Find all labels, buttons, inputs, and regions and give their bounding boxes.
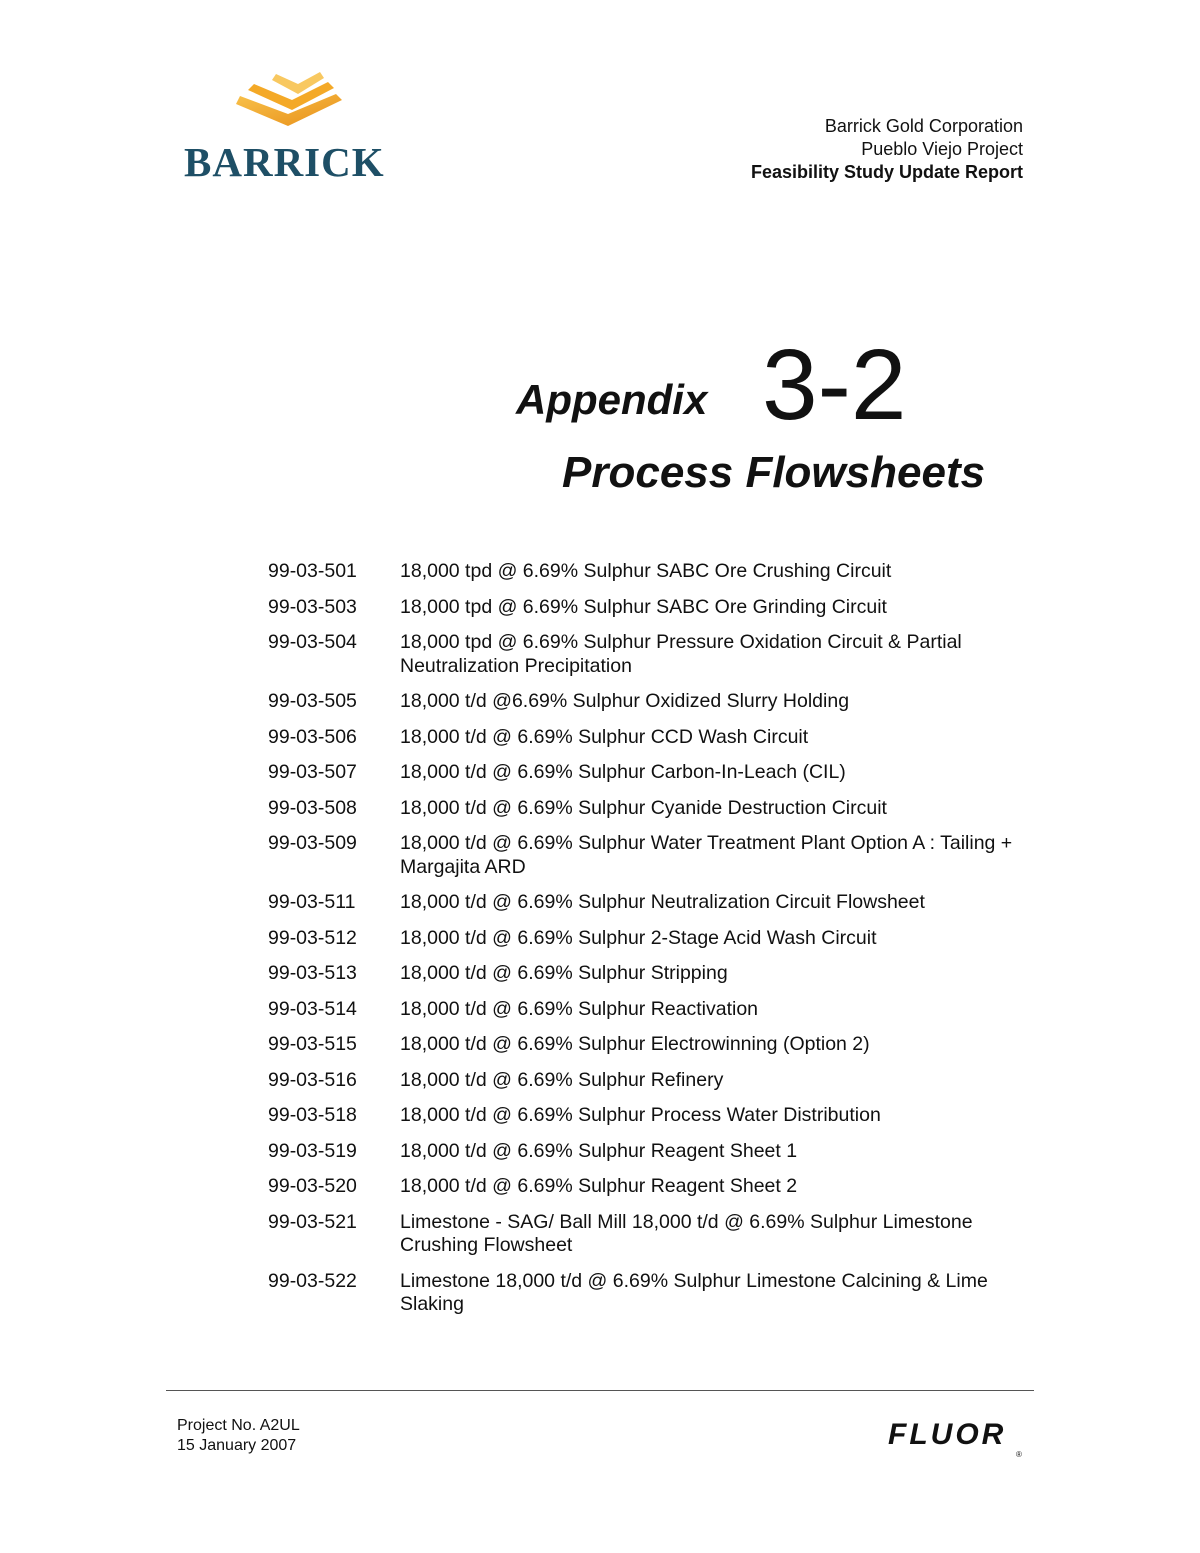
flowsheet-row <box>268 797 1038 821</box>
flowsheet-description: 18,000 t/d @ 6.69% Sulphur Cyanide Destruction Circuit <box>400 796 887 819</box>
flowsheet-code: 99-03-504 <box>268 631 357 653</box>
flowsheet-code: 99-03-519 <box>268 1139 357 1162</box>
barrick-logo-text: BARRICK <box>184 139 385 185</box>
flowsheet-code: 99-03-506 <box>268 725 357 748</box>
flowsheet-description: 18,000 tpd @ 6.69% Sulphur Pressure Oxidation Circuit & Partial Neutralization Precipitation <box>400 631 962 677</box>
barrick-logo <box>184 70 398 185</box>
section-title: Process Flowsheets <box>562 448 986 497</box>
flowsheet-code: 99-03-505 <box>268 690 357 712</box>
fluor-logo: FLUOR <box>888 1418 1007 1451</box>
flowsheet-row <box>268 927 1038 951</box>
flowsheet-row <box>268 1104 1038 1128</box>
report-header <box>751 115 1023 184</box>
flowsheet-code: 99-03-512 <box>268 926 357 949</box>
flowsheet-row <box>268 1211 1038 1258</box>
flowsheet-row <box>268 726 1038 750</box>
appendix-heading <box>516 330 1036 450</box>
flowsheet-code: 99-03-518 <box>268 1104 357 1126</box>
report-date: 15 January 2007 <box>177 1437 297 1454</box>
flowsheet-description: Limestone 18,000 t/d @ 6.69% Sulphur Limestone Calcining & Lime Slaking <box>400 1269 988 1315</box>
footer-divider <box>166 1390 1034 1391</box>
barrick-chevron-icon <box>236 70 346 134</box>
flowsheet-code: 99-03-513 <box>268 962 357 984</box>
flowsheet-description: Limestone - SAG/ Ball Mill 18,000 t/d @ 6.69% Sulphur Limestone Crushing Flowsheet <box>400 1210 973 1256</box>
flowsheet-description: 18,000 t/d @ 6.69% Sulphur CCD Wash Circuit <box>400 725 809 748</box>
flowsheet-code: 99-03-503 <box>268 595 357 618</box>
flowsheet-description: 18,000 tpd @ 6.69% Sulphur SABC Ore Grinding Circuit <box>400 595 887 618</box>
flowsheet-row <box>268 1069 1038 1093</box>
flowsheet-description: 18,000 t/d @ 6.69% Sulphur Refinery <box>400 1068 724 1091</box>
flowsheet-row <box>268 1175 1038 1199</box>
flowsheet-code: 99-03-501 <box>268 560 357 582</box>
flowsheet-row <box>268 596 1038 620</box>
flowsheet-code: 99-03-511 <box>268 891 356 913</box>
flowsheet-description: 18,000 t/d @ 6.69% Sulphur Neutralization Circuit Flowsheet <box>400 891 925 913</box>
flowsheet-description: 18,000 t/d @ 6.69% Sulphur Process Water Distribution <box>400 1104 881 1126</box>
flowsheet-code: 99-03-516 <box>268 1068 357 1091</box>
flowsheet-row <box>268 1140 1038 1164</box>
flowsheet-row <box>268 962 1038 986</box>
fluor-registered-mark: ® <box>1016 1450 1022 1459</box>
flowsheet-list <box>268 560 1038 1329</box>
flowsheet-row <box>268 761 1038 785</box>
flowsheet-code: 99-03-522 <box>268 1269 357 1292</box>
flowsheet-code: 99-03-507 <box>268 761 357 783</box>
flowsheet-description: 18,000 t/d @ 6.69% Sulphur Stripping <box>400 962 728 984</box>
flowsheet-row <box>268 560 1038 584</box>
flowsheet-description: 18,000 t/d @ 6.69% Sulphur Carbon-In-Leach (CIL) <box>400 761 846 783</box>
flowsheet-description: 18,000 tpd @ 6.69% Sulphur SABC Ore Crushing Circuit <box>400 560 892 582</box>
appendix-word: Appendix <box>516 376 708 423</box>
flowsheet-row <box>268 631 1038 678</box>
footer-info <box>177 1416 300 1456</box>
flowsheet-description: 18,000 t/d @ 6.69% Sulphur Water Treatment Plant Option A : Tailing + Margajita ARD <box>400 832 1013 878</box>
flowsheet-description: 18,000 t/d @ 6.69% Sulphur Electrowinning (Option 2) <box>400 1033 870 1055</box>
flowsheet-row <box>268 891 1038 915</box>
flowsheet-code: 99-03-508 <box>268 796 357 819</box>
flowsheet-row <box>268 832 1038 879</box>
flowsheet-code: 99-03-520 <box>268 1175 357 1197</box>
project-name: Pueblo Viejo Project <box>861 139 1023 159</box>
project-number: Project No. A2UL <box>177 1417 300 1434</box>
flowsheet-description: 18,000 t/d @6.69% Sulphur Oxidized Slurry Holding <box>400 690 850 712</box>
flowsheet-description: 18,000 t/d @ 6.69% Sulphur Reagent Sheet 2 <box>400 1175 798 1197</box>
flowsheet-code: 99-03-515 <box>268 1033 357 1055</box>
flowsheet-row <box>268 1270 1038 1317</box>
flowsheet-code: 99-03-509 <box>268 832 357 854</box>
flowsheet-code: 99-03-521 <box>268 1210 357 1233</box>
flowsheet-row <box>268 998 1038 1022</box>
flowsheet-description: 18,000 t/d @ 6.69% Sulphur Reactivation <box>400 997 759 1020</box>
flowsheet-description: 18,000 t/d @ 6.69% Sulphur Reagent Sheet 1 <box>400 1139 798 1162</box>
flowsheet-row <box>268 1033 1038 1057</box>
flowsheet-code: 99-03-514 <box>268 997 357 1020</box>
report-name: Feasibility Study Update Report <box>750 162 1023 182</box>
company-name: Barrick Gold Corporation <box>824 116 1023 136</box>
flowsheet-row <box>268 690 1038 714</box>
flowsheet-description: 18,000 t/d @ 6.69% Sulphur 2-Stage Acid Wash Circuit <box>400 926 877 949</box>
appendix-number: 3-2 <box>762 329 907 441</box>
